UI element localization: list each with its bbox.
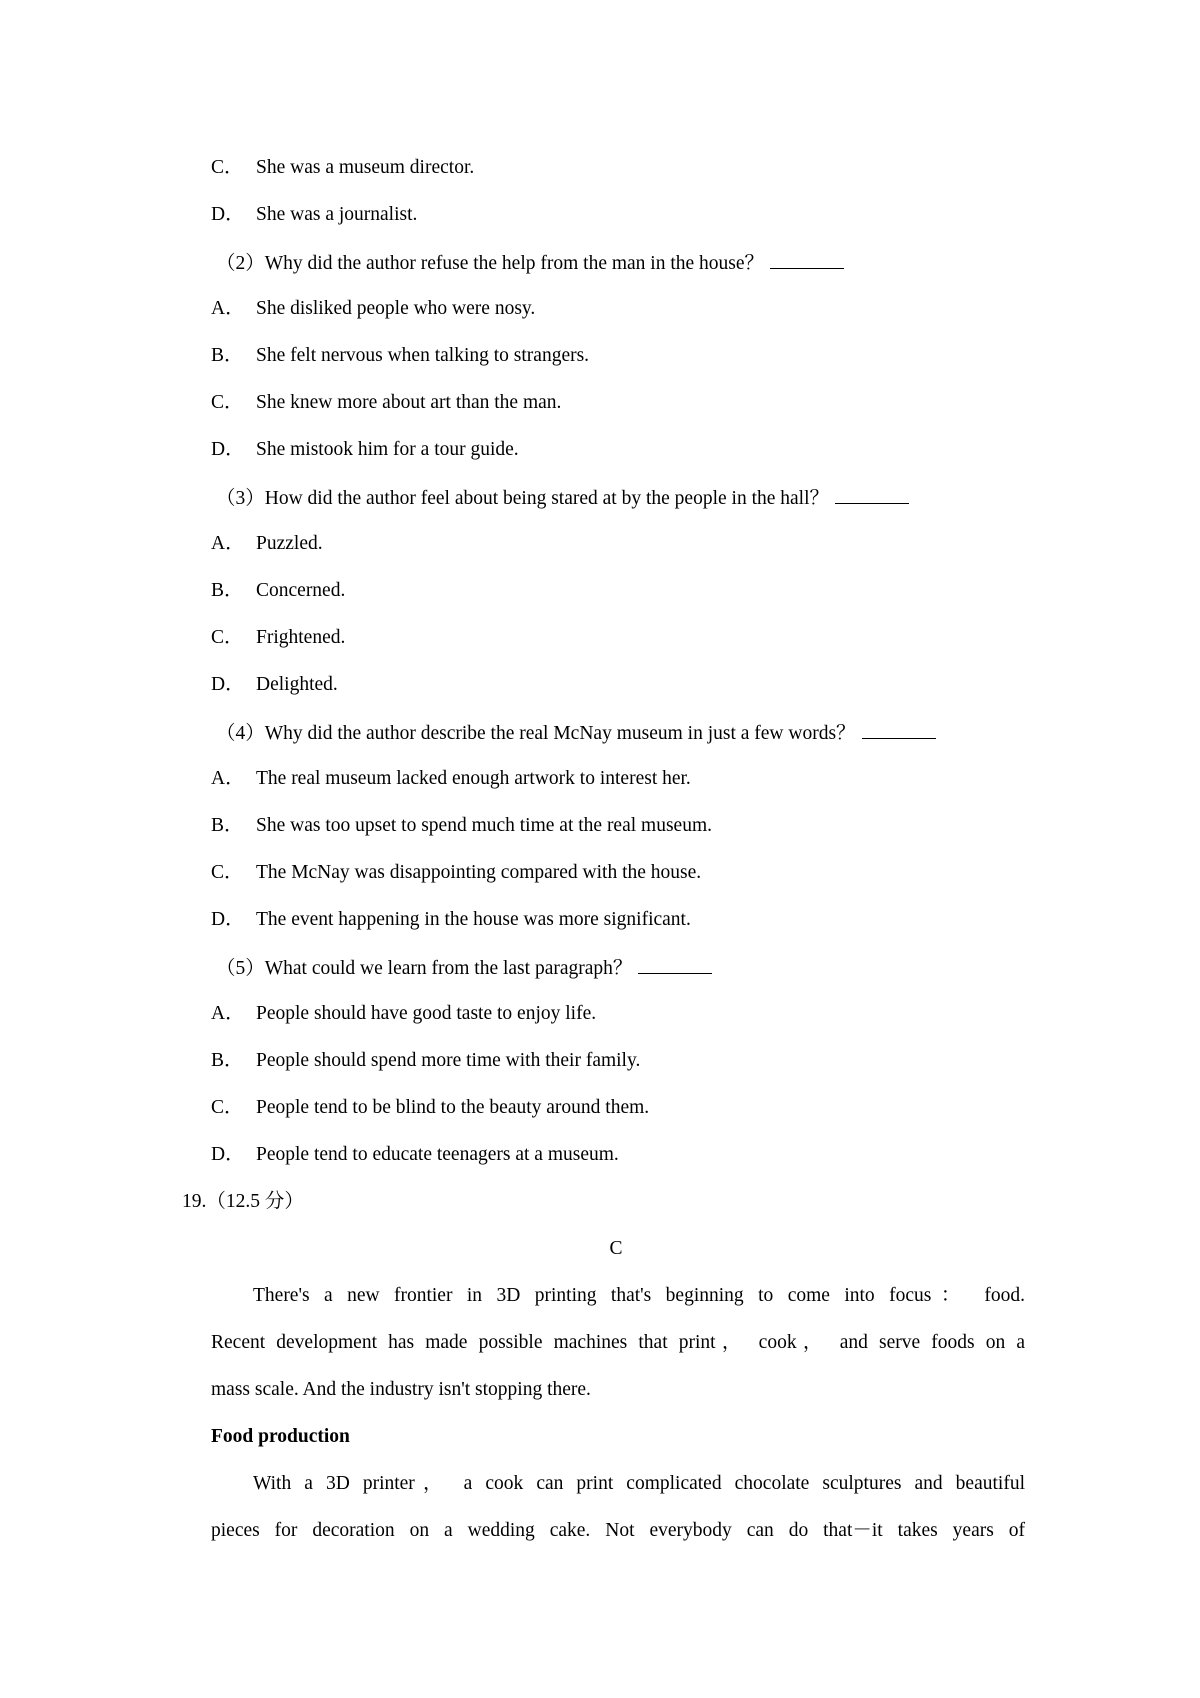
option-letter: C． [211, 157, 244, 178]
q3-option-c [211, 626, 345, 650]
q3-option-d [211, 673, 338, 697]
option-letter: B． [211, 815, 244, 836]
option-letter: D． [211, 909, 245, 930]
answer-blank[interactable] [862, 720, 936, 739]
q3-option-a [211, 532, 323, 556]
option-text: People tend to educate teenagers at a museum. [256, 1144, 619, 1165]
option-letter: D． [211, 674, 245, 695]
option-letter: A． [211, 298, 245, 319]
option-text: The McNay was disappointing compared with the house. [256, 862, 702, 883]
question-text: （2）Why did the author refuse the help from the man in the house？ [216, 253, 765, 274]
option-text: Concerned. [256, 580, 346, 601]
q5-option-d [211, 1143, 619, 1167]
passage-body-line-2: pieces for decoration on a wedding cake. Not everybody can do that－it takes years of [211, 1520, 1025, 1541]
option-letter: D． [211, 1144, 245, 1165]
q2-option-c [211, 391, 561, 415]
option-letter: B． [211, 1050, 244, 1071]
question-number-19: 19.（12.5 分） [182, 1191, 304, 1212]
q4-option-a [211, 767, 691, 791]
passage-intro-line-3: mass scale. And the industry isn't stopping there. [211, 1379, 591, 1400]
option-text: People should have good taste to enjoy life. [256, 1003, 597, 1024]
option-letter: A． [211, 768, 245, 789]
q1-option-d [211, 203, 417, 227]
option-letter: B． [211, 345, 244, 366]
option-letter: C． [211, 392, 244, 413]
option-text: She was too upset to spend much time at the real museum. [256, 815, 712, 836]
option-letter: D． [211, 439, 245, 460]
q5-option-b [211, 1049, 640, 1073]
option-letter: C． [211, 1097, 244, 1118]
option-letter: C． [211, 627, 244, 648]
option-letter: A． [211, 1003, 245, 1024]
option-text: The real museum lacked enough artwork to interest her. [256, 768, 691, 789]
q2-option-d [211, 438, 519, 462]
option-text: Puzzled. [256, 533, 323, 554]
answer-blank[interactable] [770, 250, 844, 269]
q1-option-c [211, 156, 474, 180]
section-heading: Food production [211, 1426, 350, 1447]
option-letter: C． [211, 862, 244, 883]
question-text: （5）What could we learn from the last paragraph？ [216, 958, 633, 979]
q4-option-c [211, 861, 701, 885]
option-text: She felt nervous when talking to strangers. [256, 345, 590, 366]
q4-option-b [211, 814, 712, 838]
question-text: （4）Why did the author describe the real McNay museum in just a few words？ [216, 723, 856, 744]
answer-blank[interactable] [835, 485, 909, 504]
option-text: Delighted. [256, 674, 338, 695]
q2-option-a [211, 297, 535, 321]
option-text: People should spend more time with their family. [256, 1050, 641, 1071]
passage-intro-line-1: There's a new frontier in 3D printing that's beginning to come into focus： food. [253, 1285, 1025, 1306]
question-text: （3）How did the author feel about being stared at by the people in the hall？ [216, 488, 830, 509]
question-3-stem [216, 485, 909, 511]
q4-option-d [211, 908, 691, 932]
option-letter: A． [211, 533, 245, 554]
question-5-stem [216, 955, 712, 981]
option-text: She disliked people who were nosy. [256, 298, 536, 319]
passage-body-line-1: With a 3D printer， a cook can print complicated chocolate sculptures and beautiful [253, 1473, 1025, 1494]
option-text: The event happening in the house was more significant. [256, 909, 691, 930]
q5-option-a [211, 1002, 596, 1026]
question-2-stem [216, 250, 844, 276]
passage-letter: C [609, 1238, 623, 1259]
q2-option-b [211, 344, 589, 368]
answer-blank[interactable] [638, 955, 712, 974]
option-letter: B． [211, 580, 244, 601]
option-text: People tend to be blind to the beauty around them. [256, 1097, 650, 1118]
option-text: She was a journalist. [256, 204, 418, 225]
option-letter: D． [211, 204, 245, 225]
question-4-stem [216, 720, 936, 746]
option-text: Frightened. [256, 627, 346, 648]
passage-intro-line-2: Recent development has made possible machines that print， cook， and serve foods on a [211, 1332, 1025, 1353]
q5-option-c [211, 1096, 649, 1120]
option-text: She mistook him for a tour guide. [256, 439, 519, 460]
q3-option-b [211, 579, 345, 603]
option-text: She knew more about art than the man. [256, 392, 562, 413]
option-text: She was a museum director. [256, 157, 475, 178]
